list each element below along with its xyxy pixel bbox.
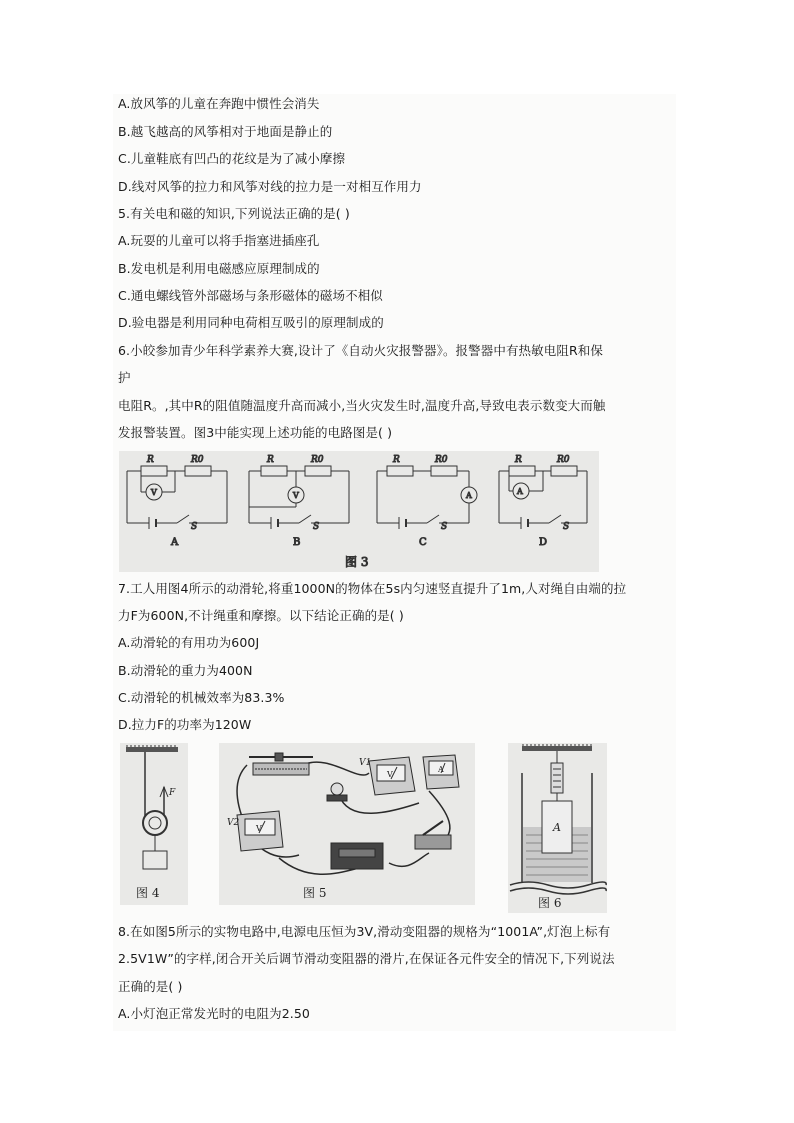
resistor-r0 xyxy=(431,466,457,476)
figure-3 xyxy=(119,451,599,572)
resistor-r0 xyxy=(185,466,211,476)
v2-label: V2 xyxy=(227,818,240,828)
figure-4-caption: 图 4 xyxy=(136,886,160,900)
q5-option-b: B.发电机是利用电磁感应原理制成的 xyxy=(118,261,320,276)
spring-scale-icon xyxy=(551,763,563,793)
q8-stem-line-3: 正确的是( ) xyxy=(118,979,183,994)
resistor-r xyxy=(261,466,287,476)
circuit-b-r-label: R xyxy=(267,455,274,465)
v1-meter-label: V xyxy=(387,770,393,779)
resistor-r xyxy=(141,466,167,476)
resistor-r0 xyxy=(551,466,577,476)
circuit-a-r0-label: R0 xyxy=(191,455,204,465)
resistor-r xyxy=(509,466,535,476)
circuit-c-letter: C xyxy=(419,537,427,548)
v2-meter-label: V xyxy=(256,824,262,833)
figure-4 xyxy=(120,743,188,905)
circuit-d-meter-label: A xyxy=(517,487,523,496)
circuit-d-letter: D xyxy=(539,537,548,548)
circuit-b-meter-label: V xyxy=(293,491,299,500)
figure-6-caption: 图 6 xyxy=(538,896,562,910)
circuit-b-s-label: S xyxy=(313,522,320,532)
circuit-a xyxy=(127,466,227,529)
circuit-c-s-label: S xyxy=(441,522,448,532)
figure-3-caption: 图 3 xyxy=(345,555,369,569)
circuit-a-letter: A xyxy=(171,537,179,548)
figure-5 xyxy=(219,743,475,905)
battery-box-icon xyxy=(331,843,383,869)
weight-block-icon xyxy=(143,851,167,869)
circuit-d-r0-label: R0 xyxy=(557,455,570,465)
q7-option-d: D.拉力F的功率为120W xyxy=(118,717,252,732)
q4-option-d: D.线对风筝的拉力和风筝对线的拉力是一对相互作用力 xyxy=(118,179,422,194)
force-f-label: F xyxy=(169,788,176,798)
q7-stem-line-1: 7.工人用图4所示的动滑轮,将重1000N的物体在5s内匀速竖直提升了1m,人对绳自由端的拉 xyxy=(118,581,627,596)
q8-option-a: A.小灯泡正常发光时的电阻为2.50 xyxy=(118,1006,310,1021)
v1-label: V1 xyxy=(359,758,372,768)
q5-option-a: A.玩耍的儿童可以将手指塞进插座孔 xyxy=(118,233,320,248)
block-a-label: A xyxy=(553,821,561,834)
resistor-r xyxy=(387,466,413,476)
circuit-c-meter-label: A xyxy=(466,491,472,500)
q7-option-b: B.动滑轮的重力为400N xyxy=(118,663,253,678)
circuit-b-letter: B xyxy=(293,537,301,548)
slide-rheostat-icon xyxy=(249,753,313,775)
circuit-a-s-label: S xyxy=(191,522,198,532)
lamp-icon xyxy=(327,783,347,801)
q7-option-a: A.动滑轮的有用功为600J xyxy=(118,635,260,650)
circuit-b-r0-label: R0 xyxy=(311,455,324,465)
q5-option-d: D.验电器是利用同种电荷相互吸引的原理制成的 xyxy=(118,315,384,330)
switch-icon xyxy=(415,821,451,849)
circuit-d xyxy=(499,466,587,529)
q4-option-b: B.越飞越高的风筝相对于地面是静止的 xyxy=(118,124,333,139)
pulley-icon xyxy=(143,811,167,835)
circuit-d-r-label: R xyxy=(515,455,522,465)
q5-option-c: C.通电螺线管外部磁场与条形磁体的磁场不相似 xyxy=(118,288,383,303)
circuit-c-r0-label: R0 xyxy=(435,455,448,465)
q6-stem-line-1: 6.小皎参加青少年科学素养大赛,设计了《自动火灾报警器》。报警器中有热敏电阻R和保 xyxy=(118,343,603,358)
a-meter-label: A xyxy=(438,765,444,774)
q8-stem-line-2: 2.5V1W”的字样,闭合开关后调节滑动变阻器的滑片,在保证各元件安全的情况下,下列说法 xyxy=(118,951,615,966)
q6-stem-line-4: 发报警装置。图3中能实现上述功能的电路图是( ) xyxy=(118,425,393,440)
circuit-b xyxy=(249,466,349,529)
resistor-r0 xyxy=(305,466,331,476)
circuit-d-s-label: S xyxy=(563,522,570,532)
q5-stem: 5.有关电和磁的知识,下列说法正确的是( ) xyxy=(118,206,350,221)
circuit-a-meter-label: V xyxy=(151,488,157,497)
figure-5-caption: 图 5 xyxy=(303,886,327,900)
q6-stem-line-2: 护 xyxy=(118,370,131,385)
q8-stem-line-1: 8.在如图5所示的实物电路中,电源电压恒为3V,滑动变阻器的规格为“1001A”,灯泡上标有 xyxy=(118,924,611,939)
circuit-a-r-label: R xyxy=(147,455,154,465)
q7-option-c: C.动滑轮的机械效率为83.3% xyxy=(118,690,285,705)
circuit-c-r-label: R xyxy=(393,455,400,465)
figure-6 xyxy=(508,743,607,913)
q4-option-c: C.儿童鞋底有凹凸的花纹是为了减小摩擦 xyxy=(118,151,346,166)
q7-stem-line-2: 力F为600N,不计绳重和摩擦。以下结论正确的是( ) xyxy=(118,608,404,623)
q6-stem-line-3: 电阻R。,其中R的阻值随温度升高而减小,当火灾发生时,温度升高,导致电表示数变大而触 xyxy=(118,398,606,413)
q4-option-a: A.放风筝的儿童在奔跑中惯性会消失 xyxy=(118,96,320,111)
circuit-c xyxy=(377,466,477,529)
